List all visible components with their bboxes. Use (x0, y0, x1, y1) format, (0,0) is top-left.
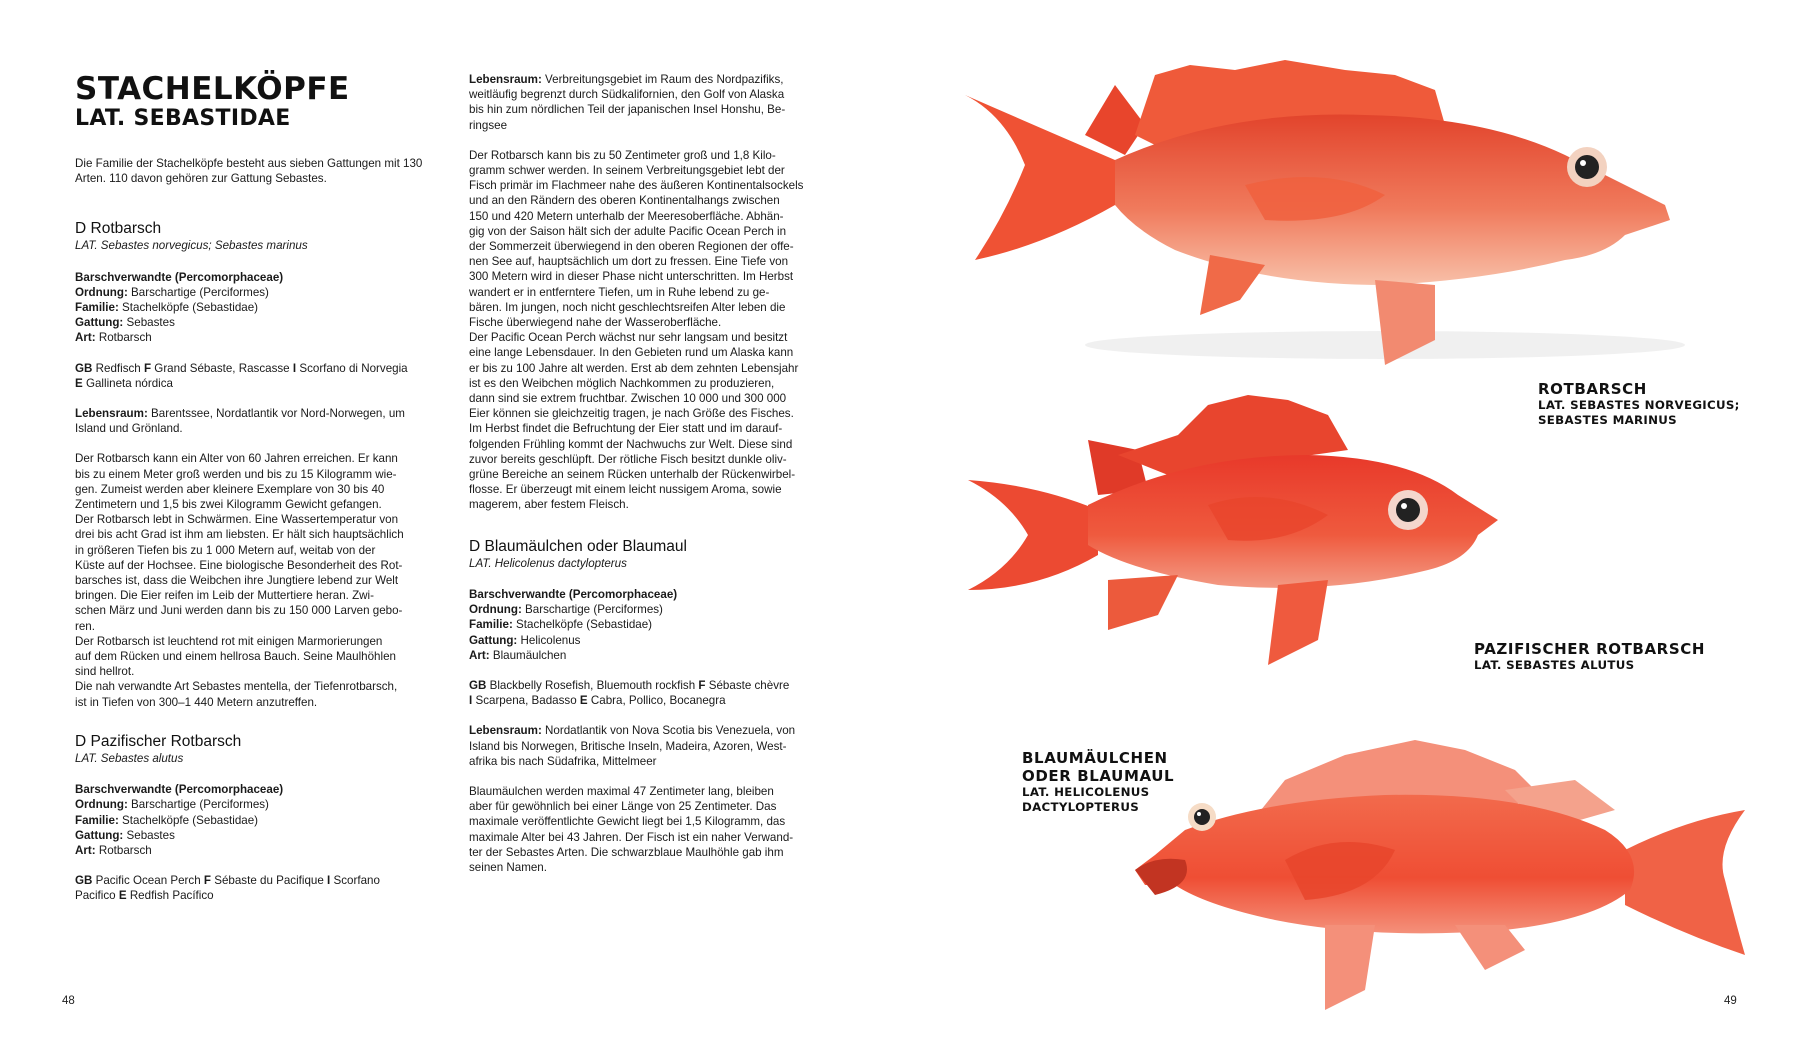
familie-value: Stachelköpfe (Sebastidae) (122, 301, 259, 315)
rotbarsch-latin: LAT. Sebastes norvegicus; Sebastes marinus (75, 239, 308, 253)
rotbarsch-label (1538, 380, 1740, 427)
text-line: 300 Metern wird in dieser Phase nicht unterschritten. Im Herbst (469, 270, 794, 284)
gattung-label: Gattung: (469, 633, 518, 647)
text-line: Der Rotbarsch kann bis zu 50 Zentimeter groß und 1,8 Kilo- (469, 148, 776, 162)
text-line: dann sind sie extrem fruchtbar. Zwischen 10 000 und 300 000 (469, 392, 787, 406)
text-line: zuvor bereits geschlüpft. Der rötliche Fisch besitzt dunkle oliv- (469, 452, 787, 466)
text-line: eine lange Lebensdauer. In den Gebieten rund um Alaska kann (469, 346, 794, 360)
blaumaul-heading: D Blaumäulchen oder Blaumaul (469, 537, 687, 555)
lang-code: GB (469, 678, 487, 692)
familie-label: Familie: (75, 301, 119, 315)
text-line: magerem, aber festem Fleisch. (469, 498, 629, 512)
text-line: sind hellrot. (75, 665, 135, 679)
lang-code: E (75, 376, 83, 390)
lang-name: Gallineta nórdica (85, 376, 173, 390)
lang-code: E (118, 889, 127, 903)
lebensraum-label: Lebensraum: (469, 73, 542, 86)
familie-label: Familie: (75, 813, 119, 827)
ordnung-value: Barschartige (Perciformes) (131, 285, 269, 299)
lang-name: Pacific Ocean Perch (95, 874, 201, 888)
text-line: Die nah verwandte Art Sebastes mentella, der Tiefenrotbarsch, (75, 680, 398, 694)
ordnung-label: Ordnung: (75, 285, 128, 299)
pazifisch-label (1474, 640, 1705, 673)
lang-code: GB (75, 874, 93, 888)
rotbarsch-label-title: ROTBARSCH (1538, 380, 1647, 398)
blaumaul-latin: LAT. Helicolenus dactylopterus (469, 556, 627, 570)
gattung-value: Sebastes (126, 828, 175, 842)
pazifisch-label-title: PAZIFISCHER ROTBARSCH (1474, 640, 1705, 658)
lebensraum-label: Lebensraum: (469, 724, 542, 738)
rotbarsch-lebensraum (75, 406, 430, 436)
pazifisch-names (75, 873, 430, 903)
pazifisch-description (469, 148, 825, 513)
text-line: ist es den Weibchen möglich Nachkommen zu produzieren, (469, 376, 775, 390)
text-line: flosse. Er überzeugt mit einem leicht nussigem Aroma, sowie (469, 483, 782, 497)
text-line: Fisch primär im Flachmeer nahe des äußeren Kontinentalsockels (469, 179, 804, 193)
blaumaul-label-title1: BLAUMÄULCHEN (1022, 749, 1168, 767)
intro-text: Die Familie der Stachelköpfe besteht aus sieben Gattungen mit 130 Arten. 110 davon gehören zur Gattung Sebastes. (75, 157, 423, 186)
lang-code: F (203, 874, 211, 888)
text-line: wandert er in entferntere Tiefen, um in Ruhe lebend zu ge- (469, 285, 770, 299)
lang-name: Sébaste du Pacifique (214, 874, 324, 888)
lebensraum-line: ringsee (469, 118, 508, 132)
familie-value: Stachelköpfe (Sebastidae) (516, 618, 653, 632)
blaumaul-label-title2: ODER BLAUMAUL (1022, 767, 1175, 785)
text-line: Im Herbst findet die Befruchtung der Eier statt und im darauf- (469, 422, 783, 436)
pazifisch-latin: LAT. Sebastes alutus (75, 751, 184, 765)
blaumaul-fish-image (1125, 720, 1755, 1020)
text-line: ter der Sebastes Arten. Die schwarzblaue Maulhöhle gab ihm (469, 845, 784, 859)
page-number-left: 48 (62, 995, 75, 1007)
text-line: er bis zu 100 Jahre alt werden. Erst ab dem zehnten Lebensjahr (469, 361, 799, 375)
text-line: 150 und 420 Metern unterhalb der Meeresoberfläche. Abhän- (469, 209, 784, 223)
text-line: Zentimetern und 1,5 bis zwei Kilogramm Gewicht gefangen. (75, 498, 382, 512)
lang-name: Redfish Pacífico (129, 889, 214, 903)
blaumaul-label (1022, 749, 1174, 814)
text-line: nen See auf, hauptsächlich um dort zu fressen. Eine Tiefe von (469, 255, 789, 269)
blaumaul-label-lat2: DACTYLOPTERUS (1022, 799, 1140, 814)
pazifisch-lebensraum (469, 72, 825, 133)
familie-label: Familie: (469, 618, 513, 632)
text-line: drei bis acht Grad ist ihm am liebsten. Er hält sich hauptsächlich (75, 528, 404, 542)
text-line: Blaumäulchen werden maximal 47 Zentimeter lang, bleiben (469, 784, 774, 798)
text-line: Der Rotbarsch kann ein Alter von 60 Jahren erreichen. Er kann (75, 452, 398, 466)
art-label: Art: (469, 648, 490, 662)
rotbarsch-barschverwandte: Barschverwandte (Percomorphaceae) (75, 270, 284, 284)
rotbarsch-label-lat1: LAT. SEBASTES NORVEGICUS; (1538, 398, 1740, 412)
art-value: Rotbarsch (98, 331, 152, 345)
lang-name: Scorfano (333, 874, 380, 888)
blaumaul-barschverwandte: Barschverwandte (Percomorphaceae) (469, 587, 678, 601)
page-title: STACHELKÖPFE (75, 71, 350, 107)
art-value: Blaumäulchen (492, 648, 567, 662)
text-line: gen. Zumeist werden aber kleinere Exemplare von 30 bis 40 (75, 482, 385, 496)
pazifisch-label-lat1: LAT. SEBASTES ALUTUS (1474, 658, 1635, 672)
lang-name: Pacifico (75, 889, 116, 903)
lebensraum-line: weitläufig begrenzt durch Südkalifornien, den Golf von Alaska (469, 88, 785, 102)
lang-code: E (579, 694, 588, 708)
rotbarsch-fish-image (965, 55, 1765, 375)
lebensraum-line: Island bis Norwegen, Britische Inseln, Madeira, Azoren, West- (469, 739, 787, 753)
rotbarsch-names (75, 361, 430, 391)
blaumaul-label-lat1: LAT. HELICOLENUS (1022, 785, 1150, 799)
text-line: gig von der Saison hält sich der adulte Pacific Ocean Perch in (469, 224, 787, 238)
text-line: Der Rotbarsch lebt in Schwärmen. Eine Wassertemperatur von (75, 513, 399, 527)
gattung-label: Gattung: (75, 828, 124, 842)
text-line: ren. (75, 619, 95, 633)
pazifisch-heading: D Pazifischer Rotbarsch (75, 732, 242, 750)
blaumaul-names (469, 678, 825, 708)
ordnung-label: Ordnung: (75, 798, 128, 812)
text-line: gramm schwer werden. In seinem Verbreitungsgebiet lebt der (469, 164, 785, 178)
lang-name: Cabra, Pollico, Bocanegra (590, 694, 726, 708)
lang-name: Grand Sébaste, Rascasse (154, 361, 290, 375)
lebensraum-line: Nordatlantik von Nova Scotia bis Venezuela, von (541, 724, 796, 738)
text-line: folgenden Frühling kommt der Nachwuchs zur Welt. Diese sind (469, 437, 793, 451)
text-line: bären. Im jungen, noch nicht geschlechtsreifen Alter leben die (469, 300, 786, 314)
middle-column (469, 72, 825, 875)
lang-name: Blackbelly Rosefish, Bluemouth rockfish (489, 678, 696, 692)
pazifisch-barschverwandte: Barschverwandte (Percomorphaceae) (75, 783, 284, 797)
left-column (75, 72, 430, 904)
text-line: Der Pacific Ocean Perch wächst nur sehr langsam und besitzt (469, 331, 788, 345)
lang-code: GB (75, 361, 93, 375)
lebensraum-line: Verbreitungsgebiet im Raum des Nordpazifiks, (541, 73, 784, 86)
lebensraum-label: Lebensraum: (75, 407, 148, 421)
text-line: und an den Rändern des oberen Kontinentalhangs zwischen (469, 194, 780, 208)
lebensraum-line: bis hin zum nördlichen Teil der japanischen Insel Honshu, Be- (469, 103, 786, 117)
text-line: in größeren Tiefen bis zu 1 000 Metern auf, weitab von der (75, 543, 376, 557)
lang-code: I (292, 361, 297, 375)
lang-code: F (143, 361, 152, 375)
rotbarsch-label-lat2: SEBASTES MARINUS (1538, 412, 1677, 427)
rotbarsch-heading: D Rotbarsch (75, 220, 162, 238)
lang-code: F (698, 678, 706, 692)
text-line: bis zu einem Meter groß werden und bis zu 15 Kilogramm wie- (75, 467, 397, 481)
text-line: ist in Tiefen von 300–1 440 Metern anzutreffen. (75, 695, 318, 709)
lang-name: Redfisch (95, 361, 141, 375)
text-line: auf dem Rücken und einem hellrosa Bauch. Seine Maulhöhlen (75, 650, 396, 664)
blaumaul-taxonomy (469, 587, 825, 663)
text-line: schen März und Juni werden dann bis zu 150 000 Larven gebo- (75, 604, 403, 618)
lang-name: Scorfano di Norvegia (299, 361, 408, 375)
text-line: der Sommerzeit überwiegend in den oberen Regionen der offe- (469, 240, 794, 254)
lang-name: Scarpena, Badasso (475, 694, 577, 708)
familie-value: Stachelköpfe (Sebastidae) (122, 813, 259, 827)
art-value: Rotbarsch (98, 843, 152, 857)
art-label: Art: (75, 843, 96, 857)
gattung-value: Sebastes (126, 316, 175, 330)
text-line: maximale veröffentlichte Gewicht liegt bei 1,5 Kilogramm, das (469, 815, 786, 829)
blaumaul-description (469, 784, 825, 875)
page-subtitle: LAT. SEBASTIDAE (75, 106, 291, 131)
text-line: barsches ist, dass die Weibchen ihre Jungtiere lebend zur Welt (75, 574, 399, 588)
lang-code: I (327, 874, 331, 888)
text-line: Fische überwiegend nahe der Wasseroberfläche. (469, 316, 722, 330)
gattung-label: Gattung: (75, 316, 124, 330)
text-line: aber für gewöhnlich bei einer Länge von 25 Zentimeter. Das (469, 800, 777, 814)
art-label: Art: (75, 331, 96, 345)
lang-code: I (469, 694, 473, 708)
pazifisch-taxonomy (75, 782, 430, 858)
blaumaul-lebensraum (469, 723, 825, 769)
text-line: Der Rotbarsch ist leuchtend rot mit einigen Marmorierungen (75, 634, 383, 648)
lebensraum-value: Barentssee, Nordatlantik vor Nord-Norwegen, um Island und Grönland. (75, 407, 405, 436)
ordnung-value: Barschartige (Perciformes) (131, 798, 269, 812)
rotbarsch-description (75, 451, 430, 709)
ordnung-label: Ordnung: (469, 603, 522, 617)
rotbarsch-taxonomy (75, 270, 430, 346)
lebensraum-line: afrika bis nach Südafrika, Mittelmeer (469, 754, 657, 768)
text-line: seinen Namen. (469, 860, 547, 874)
ordnung-value: Barschartige (Perciformes) (525, 603, 663, 617)
text-line: Küste auf der Hochsee. Eine biologische Besonderheit des Rot- (75, 558, 403, 572)
text-line: grüne Bereiche an seinem Rücken unterhalb der Rückenwirbel- (469, 468, 796, 482)
page-number-right: 49 (1724, 995, 1737, 1007)
gattung-value: Helicolenus (520, 633, 581, 647)
text-line: maximale Alter bei 43 Jahren. Der Fisch ist ein naher Verwand- (469, 830, 794, 844)
text-line: bringen. Die Eier reifen im Leib der Muttertiere heran. Zwi- (75, 589, 374, 603)
lang-name: Sébaste chèvre (708, 678, 790, 692)
text-line: Eier können sie gleichzeitig tragen, je nach Größe des Fisches. (469, 407, 794, 421)
